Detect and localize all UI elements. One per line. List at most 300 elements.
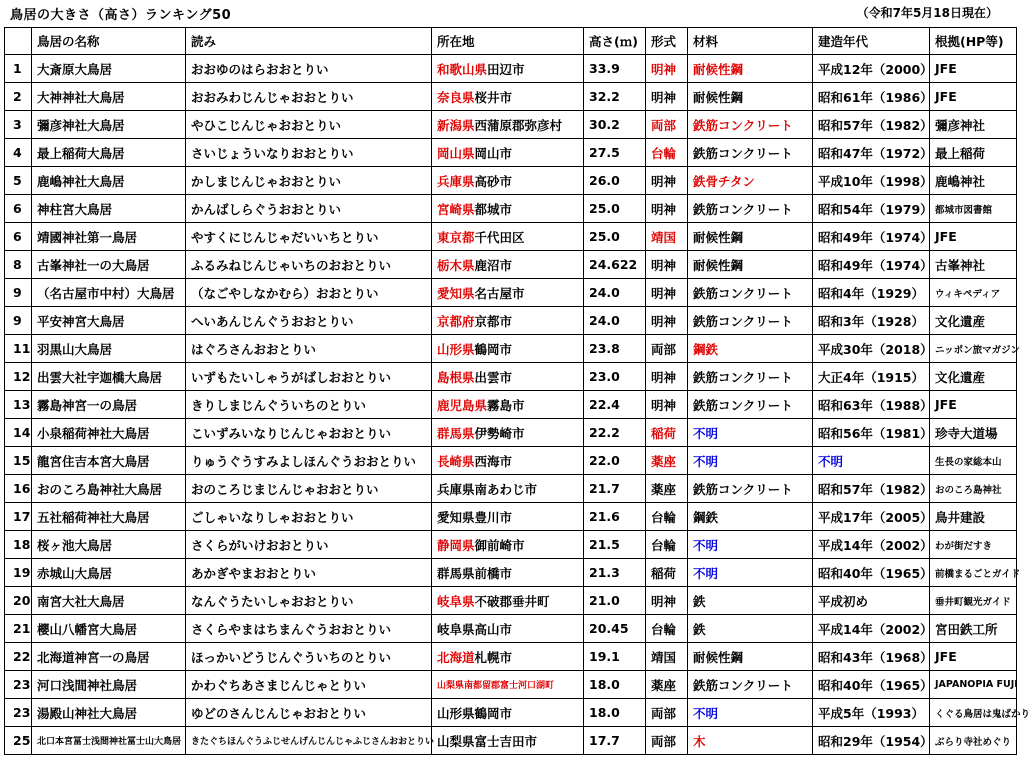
height-cell: 25.0: [584, 195, 646, 223]
style-cell: 靖国: [646, 643, 688, 671]
material-cell: 不明: [688, 559, 813, 587]
source-cell: 垂井町観光ガイド: [930, 587, 1017, 615]
name-cell: 河口浅間神社鳥居: [32, 671, 186, 699]
table-row: [5, 223, 1017, 251]
location-cell: [432, 391, 584, 419]
height-cell: 22.2: [584, 419, 646, 447]
name-cell: 北海道神宮一の鳥居: [32, 643, 186, 671]
style-cell: 明神: [646, 279, 688, 307]
style-cell: 明神: [646, 55, 688, 83]
reading-cell: おおゆのはらおおとりい: [186, 55, 432, 83]
source-cell: 最上稲荷: [930, 139, 1017, 167]
material-cell: 不明: [688, 531, 813, 559]
location-cell: [432, 587, 584, 615]
city: 鶴岡市: [474, 341, 513, 357]
style-cell: 明神: [646, 363, 688, 391]
height-cell: 21.0: [584, 587, 646, 615]
source-cell: 鹿嶋神社: [930, 167, 1017, 195]
location-cell: [432, 727, 584, 755]
style-cell: 薬座: [646, 475, 688, 503]
height-cell: 21.3: [584, 559, 646, 587]
rank-cell: 3: [5, 111, 32, 139]
source-cell: ぶらり寺社めぐり: [930, 727, 1017, 755]
location-cell: [432, 475, 584, 503]
name-cell: 靖國神社第一鳥居: [32, 223, 186, 251]
reading-cell: おのころじまじんじゃおおとりい: [186, 475, 432, 503]
city: 高砂市: [474, 173, 513, 189]
rank-cell: 12: [5, 363, 32, 391]
source-cell: 鳥井建設: [930, 503, 1017, 531]
material-cell: 鉄筋コンクリート: [688, 671, 813, 699]
year-cell: 昭和40年（1965）: [813, 559, 930, 587]
style-cell: 台輪: [646, 139, 688, 167]
name-cell: 霧島神宮一の鳥居: [32, 391, 186, 419]
style-cell: 明神: [646, 307, 688, 335]
height-cell: 32.2: [584, 83, 646, 111]
reading-cell: やひこじんじゃおおとりい: [186, 111, 432, 139]
style-cell: 稲荷: [646, 419, 688, 447]
style-cell: 台輪: [646, 531, 688, 559]
rank-cell: 2: [5, 83, 32, 111]
table-row: [5, 391, 1017, 419]
name-cell: （名古屋市中村）大鳥居: [32, 279, 186, 307]
name-cell: 南宮大社大鳥居: [32, 587, 186, 615]
style-cell: 台輪: [646, 615, 688, 643]
material-cell: 鉄筋コンクリート: [688, 111, 813, 139]
table-row: [5, 531, 1017, 559]
rank-cell: 17: [5, 503, 32, 531]
year-cell: 平成5年（1993）: [813, 699, 930, 727]
height-cell: 23.0: [584, 363, 646, 391]
height-cell: 18.0: [584, 671, 646, 699]
as-of-date: （令和7年5月18日現在）: [856, 6, 998, 20]
reading-cell: さいじょういなりおおとりい: [186, 139, 432, 167]
reading-cell: さくらがいけおおとりい: [186, 531, 432, 559]
style-cell: 靖国: [646, 223, 688, 251]
height-cell: 26.0: [584, 167, 646, 195]
year-cell: 平成12年（2000）: [813, 55, 930, 83]
style-cell: 両部: [646, 335, 688, 363]
rank-cell: 1: [5, 55, 32, 83]
style-cell: 両部: [646, 111, 688, 139]
header-rank: [5, 28, 32, 55]
height-cell: 19.1: [584, 643, 646, 671]
material-cell: 鉄筋コンクリート: [688, 391, 813, 419]
city: 御前崎市: [474, 537, 525, 553]
rank-cell: 25: [5, 727, 32, 755]
reading-cell: なんぐうたいしゃおおとりい: [186, 587, 432, 615]
prefecture: 和歌山県: [437, 61, 488, 77]
style-cell: 明神: [646, 195, 688, 223]
prefecture: 栃木県: [437, 257, 475, 273]
name-cell: 大斎原大鳥居: [32, 55, 186, 83]
reading-cell: かんばしらぐうおおとりい: [186, 195, 432, 223]
source-cell: JFE: [930, 55, 1017, 83]
year-cell: 昭和61年（1986）: [813, 83, 930, 111]
table-row: [5, 167, 1017, 195]
height-cell: 33.9: [584, 55, 646, 83]
reading-cell: ふるみねじんじゃいちのおおとりい: [186, 251, 432, 279]
table-row: [5, 307, 1017, 335]
rank-cell: 6: [5, 195, 32, 223]
header-height: 高さ(ｍ): [584, 28, 646, 55]
location-cell: [432, 643, 584, 671]
reading-cell: いずもたいしゃうがばしおおとりい: [186, 363, 432, 391]
header-source: 根拠(HP等): [930, 28, 1017, 55]
material-cell: 不明: [688, 447, 813, 475]
height-cell: 24.0: [584, 279, 646, 307]
torii-ranking-table: [4, 27, 1030, 755]
style-cell: 薬座: [646, 671, 688, 699]
reading-cell: ほっかいどうじんぐういちのとりい: [186, 643, 432, 671]
rank-cell: 5: [5, 167, 32, 195]
table-row: [5, 363, 1017, 391]
style-cell: 明神: [646, 83, 688, 111]
prefecture: 京都府: [437, 313, 475, 329]
height-cell: 22.4: [584, 391, 646, 419]
reading-cell: きたぐちほんぐうふじせんげんじんじゃふじさんおおとりい: [186, 727, 432, 755]
year-cell: 昭和40年（1965）: [813, 671, 930, 699]
name-cell: 櫻山八幡宮大鳥居: [32, 615, 186, 643]
source-cell: 前橋まるごとガイド: [930, 559, 1017, 587]
city: 西蒲原郡弥彦村: [474, 117, 563, 133]
table-row: [5, 111, 1017, 139]
material-cell: 鉄骨チタン: [688, 167, 813, 195]
location-cell: [432, 251, 584, 279]
city: 南都留郡富士河口湖町: [464, 681, 555, 691]
style-cell: 明神: [646, 391, 688, 419]
table-row: [5, 727, 1017, 755]
prefecture: 東京都: [437, 229, 475, 245]
city: 札幌市: [474, 649, 513, 665]
source-cell: JFE: [930, 643, 1017, 671]
rank-cell: 9: [5, 307, 32, 335]
material-cell: 耐候性鋼: [688, 643, 813, 671]
city: 鹿沼市: [474, 257, 513, 273]
location-cell: [432, 139, 584, 167]
table-row: [5, 335, 1017, 363]
header-year: 建造年代: [813, 28, 930, 55]
city: 高山市: [474, 621, 513, 637]
style-cell: 明神: [646, 587, 688, 615]
year-cell: 昭和43年（1968）: [813, 643, 930, 671]
prefecture: 新潟県: [437, 117, 475, 133]
location-cell: [432, 55, 584, 83]
name-cell: 羽黒山大鳥居: [32, 335, 186, 363]
reading-cell: さくらやまはちまんぐうおおとりい: [186, 615, 432, 643]
material-cell: 耐候性鋼: [688, 251, 813, 279]
height-cell: 23.8: [584, 335, 646, 363]
name-cell: 大神神社大鳥居: [32, 83, 186, 111]
rank-cell: 15: [5, 447, 32, 475]
table-row: [5, 559, 1017, 587]
city: 都城市: [474, 201, 513, 217]
rank-cell: 13: [5, 391, 32, 419]
source-cell: 生長の家総本山: [930, 447, 1017, 475]
prefecture: 岡山県: [437, 145, 475, 161]
rank-cell: 8: [5, 251, 32, 279]
year-cell: 昭和56年（1981）: [813, 419, 930, 447]
table-row: [5, 643, 1017, 671]
location-cell: [432, 279, 584, 307]
name-cell: 龍宮住吉本宮大鳥居: [32, 447, 186, 475]
year-cell: 平成14年（2002）: [813, 531, 930, 559]
year-cell: 平成14年（2002）: [813, 615, 930, 643]
source-cell: わが街だすき: [930, 531, 1017, 559]
source-cell: 都城市図書館: [930, 195, 1017, 223]
style-cell: 薬座: [646, 447, 688, 475]
rank-cell: 23: [5, 699, 32, 727]
header-location: 所在地: [432, 28, 584, 55]
table-row: [5, 615, 1017, 643]
height-cell: 22.0: [584, 447, 646, 475]
location-cell: [432, 615, 584, 643]
style-cell: 稲荷: [646, 559, 688, 587]
name-cell: 古峯神社一の大鳥居: [32, 251, 186, 279]
city: 南あわじ市: [474, 481, 538, 497]
source-cell: くぐる鳥居は鬼ばかり: [930, 699, 1017, 727]
table-row: [5, 475, 1017, 503]
year-cell: 昭和63年（1988）: [813, 391, 930, 419]
source-cell: JFE: [930, 83, 1017, 111]
reading-cell: きりしまじんぐういちのとりい: [186, 391, 432, 419]
name-cell: 北口本宮冨士浅間神社冨士山大鳥居: [32, 727, 186, 755]
material-cell: 不明: [688, 419, 813, 447]
header-style: 形式: [646, 28, 688, 55]
year-cell: 昭和54年（1979）: [813, 195, 930, 223]
prefecture: 愛知県: [437, 285, 475, 301]
material-cell: 鉄筋コンクリート: [688, 195, 813, 223]
prefecture: 山梨県: [437, 681, 465, 691]
location-cell: [432, 559, 584, 587]
reading-cell: ごしゃいなりしゃおおとりい: [186, 503, 432, 531]
name-cell: 出雲大社宇迦橋大鳥居: [32, 363, 186, 391]
table-row: [5, 587, 1017, 615]
year-cell: 昭和3年（1928）: [813, 307, 930, 335]
source-cell: 彌彦神社: [930, 111, 1017, 139]
height-cell: 21.6: [584, 503, 646, 531]
table-row: [5, 503, 1017, 531]
city: 伊勢崎市: [474, 425, 525, 441]
rank-cell: 18: [5, 531, 32, 559]
location-cell: [432, 223, 584, 251]
table-row: [5, 83, 1017, 111]
table-header-row: [5, 28, 1017, 55]
reading-cell: あかぎやまおおとりい: [186, 559, 432, 587]
reading-cell: かしまじんじゃおおとりい: [186, 167, 432, 195]
source-cell: 宮田鉄工所: [930, 615, 1017, 643]
prefecture: 岐阜県: [437, 593, 475, 609]
reading-cell: こいずみいなりじんじゃおおとりい: [186, 419, 432, 447]
location-cell: [432, 447, 584, 475]
city: 名古屋市: [474, 285, 525, 301]
rank-cell: 4: [5, 139, 32, 167]
material-cell: 耐候性鋼: [688, 55, 813, 83]
height-cell: 21.7: [584, 475, 646, 503]
reading-cell: おおみわじんじゃおおとりい: [186, 83, 432, 111]
reading-cell: やすくにじんじゃだいいちとりい: [186, 223, 432, 251]
style-cell: 両部: [646, 699, 688, 727]
height-cell: 18.0: [584, 699, 646, 727]
name-cell: 湯殿山神社大鳥居: [32, 699, 186, 727]
location-cell: [432, 531, 584, 559]
prefecture: 宮崎県: [437, 201, 475, 217]
prefecture: 群馬県: [437, 425, 475, 441]
year-cell: 昭和57年（1982）: [813, 111, 930, 139]
rank-cell: 11: [5, 335, 32, 363]
material-cell: 鉄: [688, 615, 813, 643]
material-cell: 鉄筋コンクリート: [688, 363, 813, 391]
prefecture: 愛知県: [437, 509, 475, 525]
year-cell: 昭和4年（1929）: [813, 279, 930, 307]
prefecture: 鹿児島県: [437, 397, 488, 413]
material-cell: 鉄筋コンクリート: [688, 307, 813, 335]
city: 出雲市: [474, 369, 513, 385]
name-cell: 小泉稲荷神社大鳥居: [32, 419, 186, 447]
material-cell: 鋼鉄: [688, 503, 813, 531]
name-cell: 最上稲荷大鳥居: [32, 139, 186, 167]
rank-cell: 20: [5, 587, 32, 615]
city: 霧島市: [487, 397, 525, 413]
source-cell: JFE: [930, 391, 1017, 419]
year-cell: 不明: [813, 447, 930, 475]
name-cell: おのころ島神社大鳥居: [32, 475, 186, 503]
city: 千代田区: [474, 229, 525, 245]
prefecture: 奈良県: [437, 89, 475, 105]
prefecture: 山形県: [437, 705, 475, 721]
year-cell: 昭和57年（1982）: [813, 475, 930, 503]
source-cell: おのころ島神社: [930, 475, 1017, 503]
height-cell: 25.0: [584, 223, 646, 251]
material-cell: 不明: [688, 699, 813, 727]
prefecture: 島根県: [437, 369, 475, 385]
height-cell: 24.622: [584, 251, 646, 279]
material-cell: 耐候性鋼: [688, 83, 813, 111]
style-cell: 明神: [646, 251, 688, 279]
prefecture: 岐阜県: [437, 621, 475, 637]
year-cell: 昭和49年（1974）: [813, 223, 930, 251]
style-cell: 両部: [646, 727, 688, 755]
reading-cell: りゅうぐうすみよしほんぐうおおとりい: [186, 447, 432, 475]
city: 岡山市: [474, 145, 513, 161]
city: 前橋市: [474, 565, 513, 581]
name-cell: 彌彦神社大鳥居: [32, 111, 186, 139]
table-row: [5, 447, 1017, 475]
rank-cell: 16: [5, 475, 32, 503]
location-cell: [432, 335, 584, 363]
location-cell: [432, 167, 584, 195]
prefecture: 山梨県: [437, 733, 475, 749]
name-cell: 五社稲荷神社大鳥居: [32, 503, 186, 531]
year-cell: 平成10年（1998）: [813, 167, 930, 195]
rank-cell: 23: [5, 671, 32, 699]
source-cell: 文化遺産: [930, 363, 1017, 391]
rank-cell: 14: [5, 419, 32, 447]
year-cell: 平成初め: [813, 587, 930, 615]
table-row: [5, 55, 1017, 83]
name-cell: 赤城山大鳥居: [32, 559, 186, 587]
source-cell: 珍寺大道場: [930, 419, 1017, 447]
header-material: 材料: [688, 28, 813, 55]
location-cell: [432, 307, 584, 335]
year-cell: 昭和49年（1974）: [813, 251, 930, 279]
source-cell: JFE: [930, 223, 1017, 251]
height-cell: 17.7: [584, 727, 646, 755]
prefecture: 静岡県: [437, 537, 475, 553]
source-cell: ウィキペディア: [930, 279, 1017, 307]
city: 富士吉田市: [474, 733, 538, 749]
rank-cell: 6: [5, 223, 32, 251]
reading-cell: はぐろさんおおとりい: [186, 335, 432, 363]
table-row: [5, 699, 1017, 727]
reading-cell: かわぐちあさまじんじゃとりい: [186, 671, 432, 699]
prefecture: 長崎県: [437, 453, 475, 469]
location-cell: [432, 699, 584, 727]
table-row: [5, 139, 1017, 167]
prefecture: 北海道: [437, 649, 475, 665]
height-cell: 20.45: [584, 615, 646, 643]
reading-cell: へいあんじんぐうおおとりい: [186, 307, 432, 335]
prefecture: 兵庫県: [437, 173, 475, 189]
reading-cell: （なごやしなかむら）おおとりい: [186, 279, 432, 307]
city: 桜井市: [474, 89, 513, 105]
material-cell: 鉄筋コンクリート: [688, 475, 813, 503]
table-row: [5, 671, 1017, 699]
location-cell: [432, 83, 584, 111]
header-reading: 読み: [186, 28, 432, 55]
table-row: [5, 251, 1017, 279]
table-row: [5, 279, 1017, 307]
year-cell: 平成30年（2018）: [813, 335, 930, 363]
location-cell: [432, 503, 584, 531]
table-row: [5, 419, 1017, 447]
height-cell: 21.5: [584, 531, 646, 559]
city: 京都市: [474, 313, 513, 329]
year-cell: 平成17年（2005）: [813, 503, 930, 531]
city: 西海市: [474, 453, 513, 469]
name-cell: 桜ヶ池大鳥居: [32, 531, 186, 559]
rank-cell: 19: [5, 559, 32, 587]
rank-cell: 21: [5, 615, 32, 643]
city: 不破郡垂井町: [474, 593, 550, 609]
city: 鶴岡市: [474, 705, 513, 721]
source-cell: 古峯神社: [930, 251, 1017, 279]
city: 田辺市: [487, 61, 525, 77]
material-cell: 木: [688, 727, 813, 755]
source-cell: 文化遺産: [930, 307, 1017, 335]
year-cell: 大正4年（1915）: [813, 363, 930, 391]
material-cell: 鉄筋コンクリート: [688, 279, 813, 307]
reading-cell: ゆどのさんじんじゃおおとりい: [186, 699, 432, 727]
height-cell: 30.2: [584, 111, 646, 139]
material-cell: 鉄: [688, 587, 813, 615]
style-cell: 明神: [646, 167, 688, 195]
page-title: 鳥居の大きさ（高さ）ランキング50: [10, 8, 232, 23]
rank-cell: 9: [5, 279, 32, 307]
height-cell: 24.0: [584, 307, 646, 335]
location-cell: [432, 195, 584, 223]
year-cell: 昭和47年（1972）: [813, 139, 930, 167]
source-cell: JAPANOPIA FUJI: [930, 671, 1017, 699]
rank-cell: 22: [5, 643, 32, 671]
header-name: 鳥居の名称: [32, 28, 186, 55]
prefecture: 兵庫県: [437, 481, 475, 497]
location-cell: [432, 363, 584, 391]
style-cell: 台輪: [646, 503, 688, 531]
material-cell: 鋼鉄: [688, 335, 813, 363]
name-cell: 平安神宮大鳥居: [32, 307, 186, 335]
prefecture: 山形県: [437, 341, 475, 357]
